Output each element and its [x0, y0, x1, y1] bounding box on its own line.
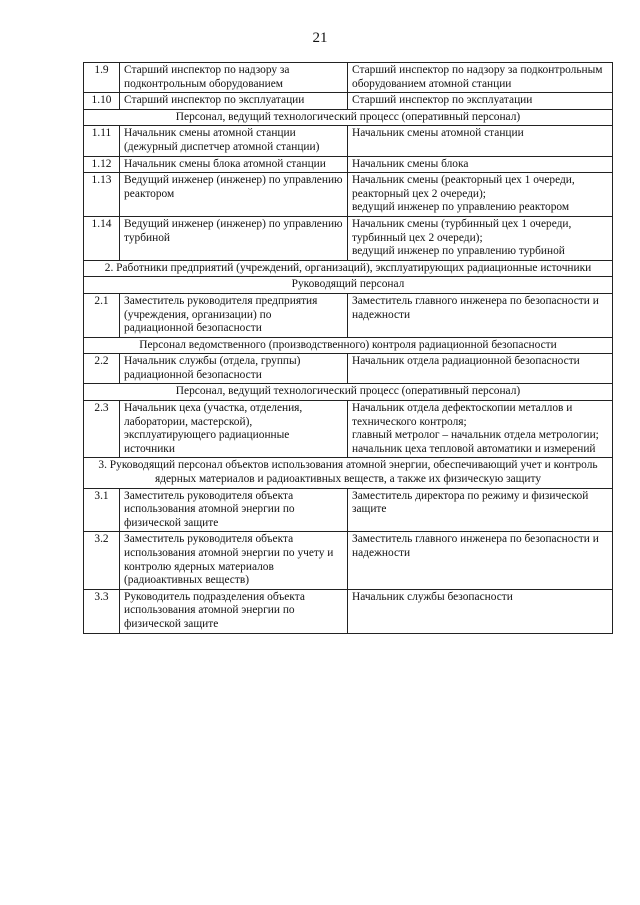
position-cell: Заместитель руководителя предприятия (учреждения, организации) по радиационной безопасности — [120, 293, 348, 337]
position-cell: Руководитель подразделения объекта использования атомной энергии по физической защите — [120, 589, 348, 633]
section-header: 2. Работники предприятий (учреждений, организаций), эксплуатирующих радиационные источники — [84, 260, 613, 277]
item-number: 2.1 — [84, 293, 120, 337]
table-row — [84, 532, 613, 589]
equivalent-position-cell: Начальник смены атомной станции — [348, 126, 613, 156]
equivalent-position-cell: Заместитель главного инженера по безопасности и надежности — [348, 532, 613, 589]
item-number: 2.3 — [84, 401, 120, 458]
equivalent-position-cell: Начальник смены (реакторный цех 1 очереди, реакторный цех 2 очереди); ведущий инженер по управлению реактором — [348, 173, 613, 217]
page-number: 21 — [312, 30, 328, 46]
item-number: 1.9 — [84, 63, 120, 93]
position-cell: Начальник службы (отдела, группы) радиационной безопасности — [120, 354, 348, 384]
table-row — [84, 156, 613, 173]
equivalent-position-cell: Начальник смены (турбинный цех 1 очереди, турбинный цех 2 очереди); ведущий инженер по управлению турбиной — [348, 216, 613, 260]
position-cell: Начальник смены атомной станции (дежурный диспетчер атомной станции) — [120, 126, 348, 156]
section-header: Персонал, ведущий технологический процесс (оперативный персонал) — [84, 384, 613, 401]
section-header: 3. Руководящий персонал объектов использования атомной энергии, обеспечивающий учет и контроль ядерных материалов и радиоактивных веществ, а также их физическую защиту — [84, 458, 613, 488]
equivalent-position-cell: Старший инспектор по надзору за подконтрольным оборудованием атомной станции — [348, 63, 613, 93]
item-number: 3.2 — [84, 532, 120, 589]
item-number: 1.12 — [84, 156, 120, 173]
equivalent-position-cell: Старший инспектор по эксплуатации — [348, 93, 613, 110]
table-body — [84, 63, 613, 634]
item-number: 1.11 — [84, 126, 120, 156]
position-cell: Ведущий инженер (инженер) по управлению реактором — [120, 173, 348, 217]
section-header-row — [84, 260, 613, 277]
section-header-row — [84, 109, 613, 126]
table-row — [84, 126, 613, 156]
equivalent-position-cell: Заместитель директора по режиму и физической защите — [348, 488, 613, 532]
table-row — [84, 354, 613, 384]
item-number: 1.13 — [84, 173, 120, 217]
section-header: Персонал, ведущий технологический процесс (оперативный персонал) — [84, 109, 613, 126]
item-number: 3.1 — [84, 488, 120, 532]
equivalent-position-cell: Начальник смены блока — [348, 156, 613, 173]
table-row — [84, 216, 613, 260]
position-cell: Старший инспектор по эксплуатации — [120, 93, 348, 110]
section-header: Персонал ведомственного (производственного) контроля радиационной безопасности — [84, 337, 613, 354]
table-row — [84, 589, 613, 633]
section-header-row — [84, 277, 613, 294]
equivalent-position-cell: Начальник отдела дефектоскопии металлов и технического контроля; главный метролог – начальник отдела метрологии; начальник цеха тепловой автоматики и измерений — [348, 401, 613, 458]
item-number: 2.2 — [84, 354, 120, 384]
table-row — [84, 488, 613, 532]
position-cell: Ведущий инженер (инженер) по управлению турбиной — [120, 216, 348, 260]
position-cell: Заместитель руководителя объекта использования атомной энергии по учету и контролю ядерных материалов (радиоактивных веществ) — [120, 532, 348, 589]
position-cell: Начальник цеха (участка, отделения, лаборатории, мастерской), эксплуатирующего радиационные источники — [120, 401, 348, 458]
table-row — [84, 173, 613, 217]
section-header: Руководящий персонал — [84, 277, 613, 294]
item-number: 3.3 — [84, 589, 120, 633]
table-row — [84, 293, 613, 337]
position-cell: Старший инспектор по надзору за подконтрольным оборудованием — [120, 63, 348, 93]
section-header-row — [84, 384, 613, 401]
table-row — [84, 63, 613, 93]
section-header-row — [84, 337, 613, 354]
table-row — [84, 401, 613, 458]
position-cell: Заместитель руководителя объекта использования атомной энергии по физической защите — [120, 488, 348, 532]
positions-table — [83, 62, 613, 634]
equivalent-position-cell: Начальник отдела радиационной безопасности — [348, 354, 613, 384]
table-row — [84, 93, 613, 110]
item-number: 1.10 — [84, 93, 120, 110]
item-number: 1.14 — [84, 216, 120, 260]
equivalent-position-cell: Начальник службы безопасности — [348, 589, 613, 633]
position-cell: Начальник смены блока атомной станции — [120, 156, 348, 173]
section-header-row — [84, 458, 613, 488]
equivalent-position-cell: Заместитель главного инженера по безопасности и надежности — [348, 293, 613, 337]
